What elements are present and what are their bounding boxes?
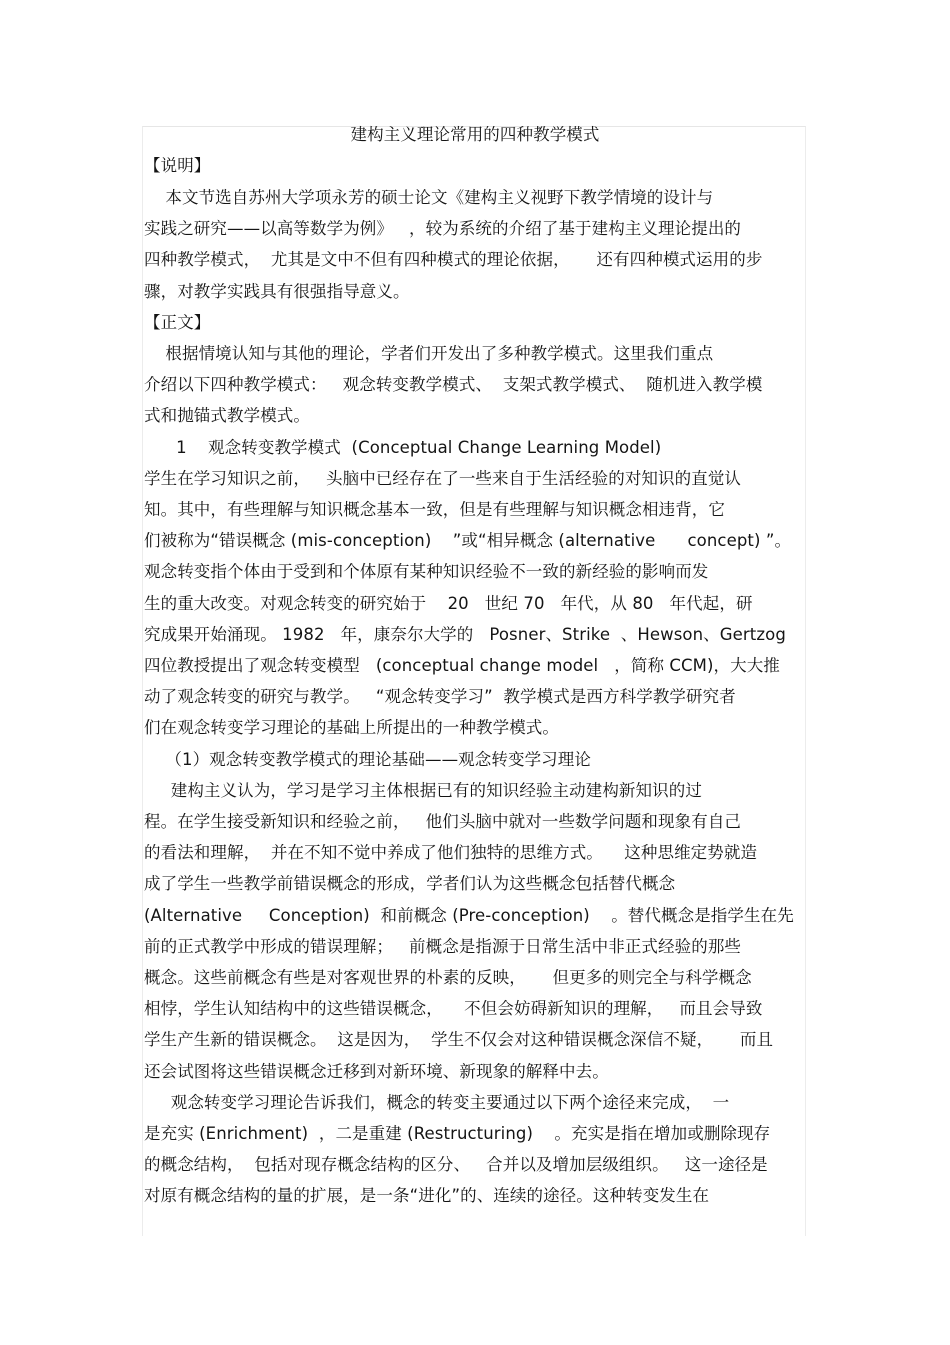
- text-line: 的概念结构， 包括对现存概念结构的区分、 合并以及增加层级组织。 这一途径是: [144, 1155, 768, 1174]
- text-line: 学生在学习知识之前， 头脑中已经存在了一些来自于生活经验的对知识的直觉认: [144, 469, 742, 488]
- text-line: 前的正式教学中形成的错误理解； 前概念是指源于日常生活中非正式经验的那些: [144, 937, 742, 956]
- text-line: 1 观念转变教学模式 (Conceptual Change Learning Model): [144, 438, 662, 457]
- text-line: （1）观念转变教学模式的理论基础——观念转变学习理论: [144, 750, 591, 769]
- text-line: 动了观念转变的研究与教学。 “观念转变学习” 教学模式是西方科学教学研究者: [144, 687, 736, 706]
- text-line: 概念。这些前概念有些是对客观世界的朴素的反映， 但更多的则完全与科学概念: [144, 968, 752, 987]
- text-line: 们被称为“错误概念 (mis-conception) ”或“相异概念 (alternative concept) ”。: [144, 531, 792, 550]
- text-line: 观念转变学习理论告诉我们，概念的转变主要通过以下两个途径来完成， 一: [144, 1093, 730, 1112]
- document-title: 建构主义理论常用的四种教学模式: [350, 125, 600, 144]
- text-line: 程。在学生接受新知识和经验之前， 他们头脑中就对一些数学问题和现象有自己: [144, 812, 742, 831]
- text-line: 四位教授提出了观念转变模型 (conceptual change model ，简称 CCM)，大大推: [144, 656, 780, 675]
- text-line: 相悖，学生认知结构中的这些错误概念， 不但会妨碍新知识的理解， 而且会导致: [144, 999, 763, 1018]
- text-line: 的看法和理解， 并在不知不觉中养成了他们独特的思维方式。 这种思维定势就造: [144, 843, 758, 862]
- text-line: 本文节选自苏州大学项永芳的硕士论文《建构主义视野下教学情境的设计与: [144, 188, 714, 207]
- text-line: 对原有概念结构的量的扩展，是一条“进化”的、连续的途径。这种转变发生在: [144, 1186, 710, 1205]
- text-line: 建构主义认为，学习是学习主体根据已有的知识经验主动建构新知识的过: [144, 781, 702, 800]
- text-line: 式和抛锚式教学模式。: [144, 406, 310, 425]
- text-line: 根据情境认知与其他的理论，学者们开发出了多种教学模式。这里我们重点: [144, 344, 714, 363]
- text-line: 知。其中，有些理解与知识概念基本一致，但是有些理解与知识概念相违背，它: [144, 500, 725, 519]
- text-line: (Alternative Conception) 和前概念 (Pre-conception) 。替代概念是指学生在先: [144, 906, 794, 925]
- text-line: 实践之研究——以高等数学为例》 ，较为系统的介绍了基于建构主义理论提出的: [144, 219, 742, 238]
- text-line: 们在观念转变学习理论的基础上所提出的一种教学模式。: [144, 718, 559, 737]
- text-line: 介绍以下四种教学模式： 观念转变教学模式、 支架式教学模式、 随机进入教学模: [144, 375, 763, 394]
- text-line: 四种教学模式， 尤其是文中不但有四种模式的理论依据， 还有四种模式运用的步: [144, 250, 763, 269]
- text-line: 成了学生一些教学前错误概念的形成，学者们认为这些概念包括替代概念: [144, 874, 676, 893]
- text-line: 究成果开始涌现。 1982 年，康奈尔大学的 Posner、Strike 、Hewson、Gertzog: [144, 625, 786, 644]
- text-line: 是充实 (Enrichment) ，二是重建 (Restructuring) 。充实是指在增加或删除现存: [144, 1124, 771, 1143]
- text-line: 生的重大改变。对观念转变的研究始于 20 世纪 70 年代，从 80 年代起，研: [144, 594, 753, 613]
- text-line: 还会试图将这些错误概念迁移到对新环境、新现象的解释中去。: [144, 1062, 609, 1081]
- text-line: 学生产生新的错误概念。 这是因为， 学生不仅会对这种错误概念深信不疑， 而且: [144, 1030, 774, 1049]
- text-line: 观念转变指个体由于受到和个体原有某种知识经验不一致的新经验的影响而发: [144, 562, 709, 581]
- text-line: 【说明】: [144, 156, 211, 175]
- text-line: 【正文】: [144, 313, 211, 332]
- text-line: 骤，对教学实践具有很强指导意义。: [144, 282, 410, 301]
